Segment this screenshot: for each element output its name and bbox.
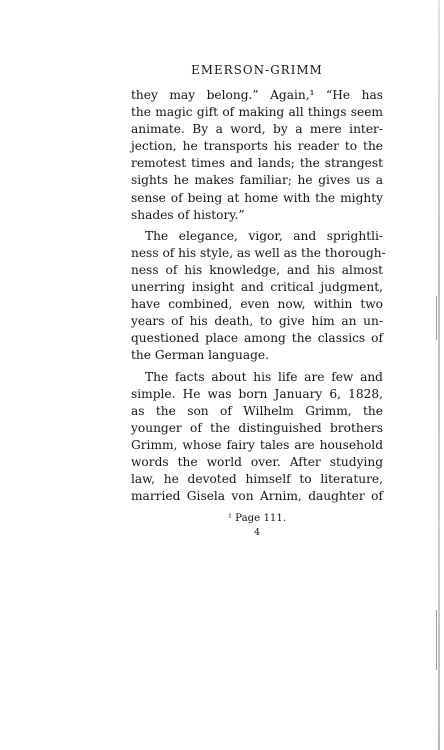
running-head: EMERSON-GRIMM (191, 63, 323, 77)
text-line: sights he makes familiar; he gives us a (131, 173, 383, 188)
text-line: married Gisela von Arnim, daughter of (131, 489, 383, 504)
text-line: simple. He was born January 6, 1828, (131, 386, 383, 401)
scan-page-edge (438, 0, 440, 750)
text-line: words the world over. After studying (131, 454, 383, 469)
text-line: Grimm, whose fairy tales are household (131, 437, 383, 452)
text-line: animate. By a word, by a mere inter- (131, 122, 383, 137)
text-line: shades of history.” (131, 207, 245, 222)
page-number: 4 (253, 527, 261, 539)
paragraph-3 (131, 369, 383, 506)
scan-mark (436, 296, 437, 340)
text-line: they may belong.” Again,¹ “He has (131, 88, 383, 102)
text-line: have combined, even now, within two (131, 297, 383, 312)
text-line: The facts about his life are few and (145, 369, 383, 384)
text-line: unerring insight and critical judgment, (131, 280, 383, 295)
text-line: as the son of Wilhelm Grimm, the (131, 403, 383, 418)
paragraph-1 (131, 87, 383, 224)
text-line: ness of his style, as well as the thorough- (131, 245, 386, 260)
text-line: sense of being at home with the mighty (131, 190, 383, 205)
footnote: ¹ Page 111. (227, 513, 287, 525)
text-line: the German language. (131, 348, 269, 363)
text-line: The elegance, vigor, and sprightli- (145, 228, 383, 243)
text-line: questioned place among the classics of (131, 331, 383, 346)
text-line: years of his death, to give him an un- (131, 314, 383, 329)
paragraph-2 (131, 228, 386, 365)
text-line: ness of his knowledge, and his almost (131, 262, 383, 277)
text-line: jection, he transports his reader to the (131, 139, 383, 154)
book-page (131, 62, 386, 582)
scan-mark (436, 610, 437, 670)
text-line: the magic gift of making all things seem (131, 105, 383, 120)
text-line: law, he devoted himself to literature, (131, 472, 383, 487)
text-line: younger of the distinguished brothers (131, 420, 383, 435)
text-line: remotest times and lands; the strangest (131, 156, 383, 171)
